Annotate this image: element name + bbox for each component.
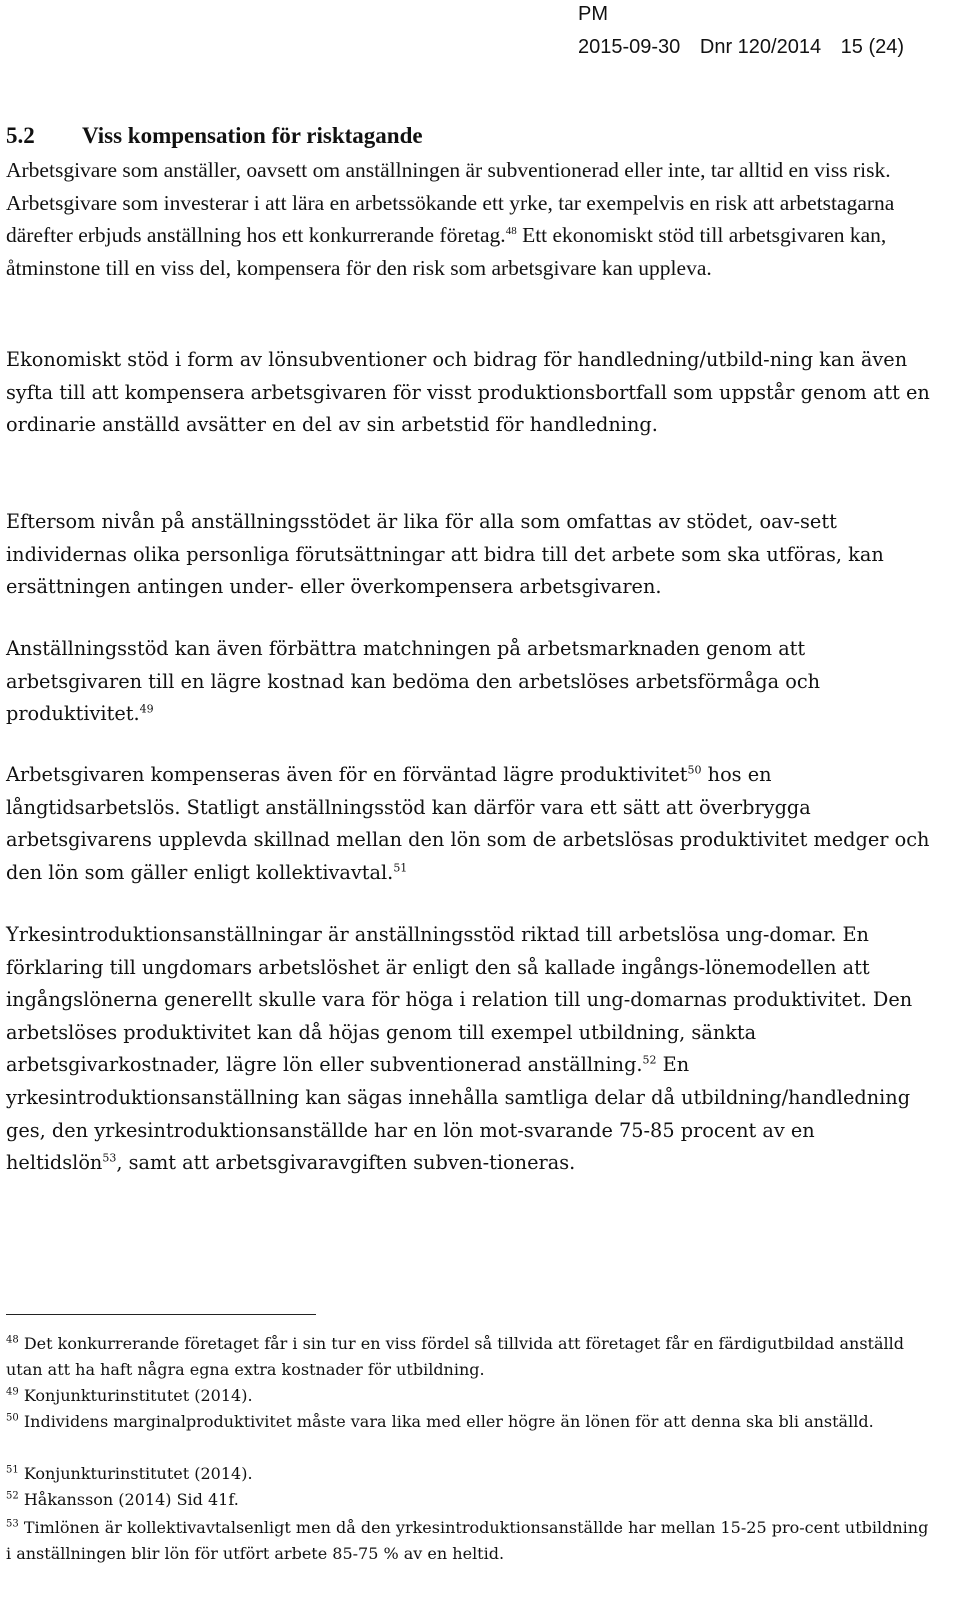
paragraph-6 <box>6 919 936 1180</box>
footnote-text: Konjunkturinstitutet (2014). <box>18 1386 253 1405</box>
section-heading <box>6 120 423 152</box>
footnote-text: Håkansson (2014) Sid 41f. <box>18 1490 239 1509</box>
footnote-ref-52[interactable]: 52 <box>642 1053 657 1067</box>
footnote-49 <box>6 1383 936 1409</box>
footnote-number: 49 <box>6 1386 19 1398</box>
footnote-divider <box>6 1314 316 1315</box>
section-title: Viss kompensation för risktagande <box>82 123 423 148</box>
paragraph-4-text: Anställningsstöd kan även förbättra matchningen på arbetsmarknaden genom att arbetsgivaren till en lägre kostnad kan bedöma den arbetslöses arbetsförmåga och produktivitet. <box>6 637 821 726</box>
paragraph-5 <box>6 759 936 889</box>
footnote-text: Timlönen är kollektivavtalsenligt men då den yrkesintroduktionsanställde har mellan 15-25 pro-cent utbildning i anställningen blir lön för utfört arbete 85-75 % av en heltid. <box>6 1518 929 1563</box>
footnote-text: Det konkurrerande företaget får i sin tur en viss fördel så tillvida att företaget får en färdigutbildad anställd utan att ha haft några egna extra kostnader för utbildning. <box>6 1334 904 1379</box>
footnote-text: Konjunkturinstitutet (2014). <box>18 1464 253 1483</box>
paragraph-5-text-b: hos en långtidsarbetslös. Statligt anställningsstöd kan därför vara ett sätt att överbrygga arbetsgivarens upplevda skillnad mellan den lön som de arbetslösas produktivitet medger och den lön som gäller enligt kollektivavtal. <box>6 763 930 884</box>
footnote-50 <box>6 1409 936 1435</box>
paragraph-2: Ekonomiskt stöd i form av lönsubventioner och bidrag för handledning/utbild-ning kan även syfta till att kompensera arbetsgivaren för visst produktionsbortfall som uppstår genom att en ordinarie anställd avsätter en del av sin arbetstid för handledning. <box>6 348 930 437</box>
section-number: 5.2 <box>6 123 35 148</box>
header-dnr: Dnr 120/2014 <box>699 36 822 58</box>
footnote-ref-53[interactable]: 53 <box>102 1151 117 1165</box>
paragraph-1-text-a: Arbetsgivare som anställer, oavsett om anställningen är subventionerad eller inte, tar alltid en viss risk. Arbetsgivare som investerar i att lära en arbetssökande ett yrke, tar exempelvis en risk att arbetstagarna därefter erbjuds anställning hos ett konkurrerande företag. <box>6 158 895 248</box>
paragraph-3: Eftersom nivån på anställningsstödet är lika för alla som omfattas av stödet, oav-sett individernas olika personliga förutsättningar att bidra till det arbete som ska utföras, kan ersättningen antingen under- eller överkompensera arbetsgivaren. <box>6 510 884 599</box>
paragraph-6-text-a: Yrkesintroduktionsanställningar är anställningsstöd riktad till arbetslösa ung-domar. En förklaring till ungdomars arbetslöshet är enligt den så kallade ingångs-lönemodellen att ingångslönerna generellt skulle vara för höga i relation till ung-domarnas produktivitet. Den arbetslöses produktivitet kan då höjas genom till exempel utbildning, sänkta arbetsgivarkostnader, lägre lön eller subventionerad anställning. <box>6 923 913 1077</box>
header-date: 2015-09-30 <box>578 36 681 58</box>
paragraph-4 <box>6 633 936 731</box>
paragraph-1-text-b: Ett ekonomiskt stöd till arbetsgivaren kan, åtminstone till en viss del, kompensera för den risk som arbetsgivare kan uppleva. <box>6 223 887 280</box>
header-page-number: 15 (24) <box>840 36 905 58</box>
footnote-53 <box>6 1515 936 1567</box>
footnote-ref-48[interactable]: 48 <box>505 225 517 238</box>
footnote-ref-51[interactable]: 51 <box>393 861 408 875</box>
footnote-number: 50 <box>6 1412 19 1424</box>
footnote-52 <box>6 1487 936 1513</box>
paragraph-6-text-c: , samt att arbetsgivaravgiften subven-tioneras. <box>116 1151 576 1175</box>
paragraph-5-text-a: Arbetsgivaren kompenseras även för en förväntad lägre produktivitet <box>6 763 688 786</box>
footnote-number: 53 <box>6 1518 19 1530</box>
paragraph-6-text-b: En yrkesintroduktionsanställning kan sägas innehålla samtliga delar då utbildning/handledning ges, den yrkesintroduktionsanställde har en lön mot-svarande 75-85 procent av en heltidslön <box>6 1053 911 1175</box>
footnote-number: 52 <box>6 1490 19 1502</box>
header-meta <box>578 35 904 59</box>
footnote-48 <box>6 1331 936 1383</box>
footnote-text: Individens marginalproduktivitet måste vara lika med eller högre än lönen för att denna ska bli anställd. <box>18 1412 874 1431</box>
footnote-ref-50[interactable]: 50 <box>687 763 702 777</box>
footnote-ref-49[interactable]: 49 <box>139 702 154 716</box>
footnote-number: 48 <box>6 1334 19 1346</box>
footnote-51 <box>6 1461 936 1487</box>
header-org: PM <box>578 3 608 25</box>
footnote-number: 51 <box>6 1464 19 1476</box>
paragraph-1 <box>6 154 936 284</box>
